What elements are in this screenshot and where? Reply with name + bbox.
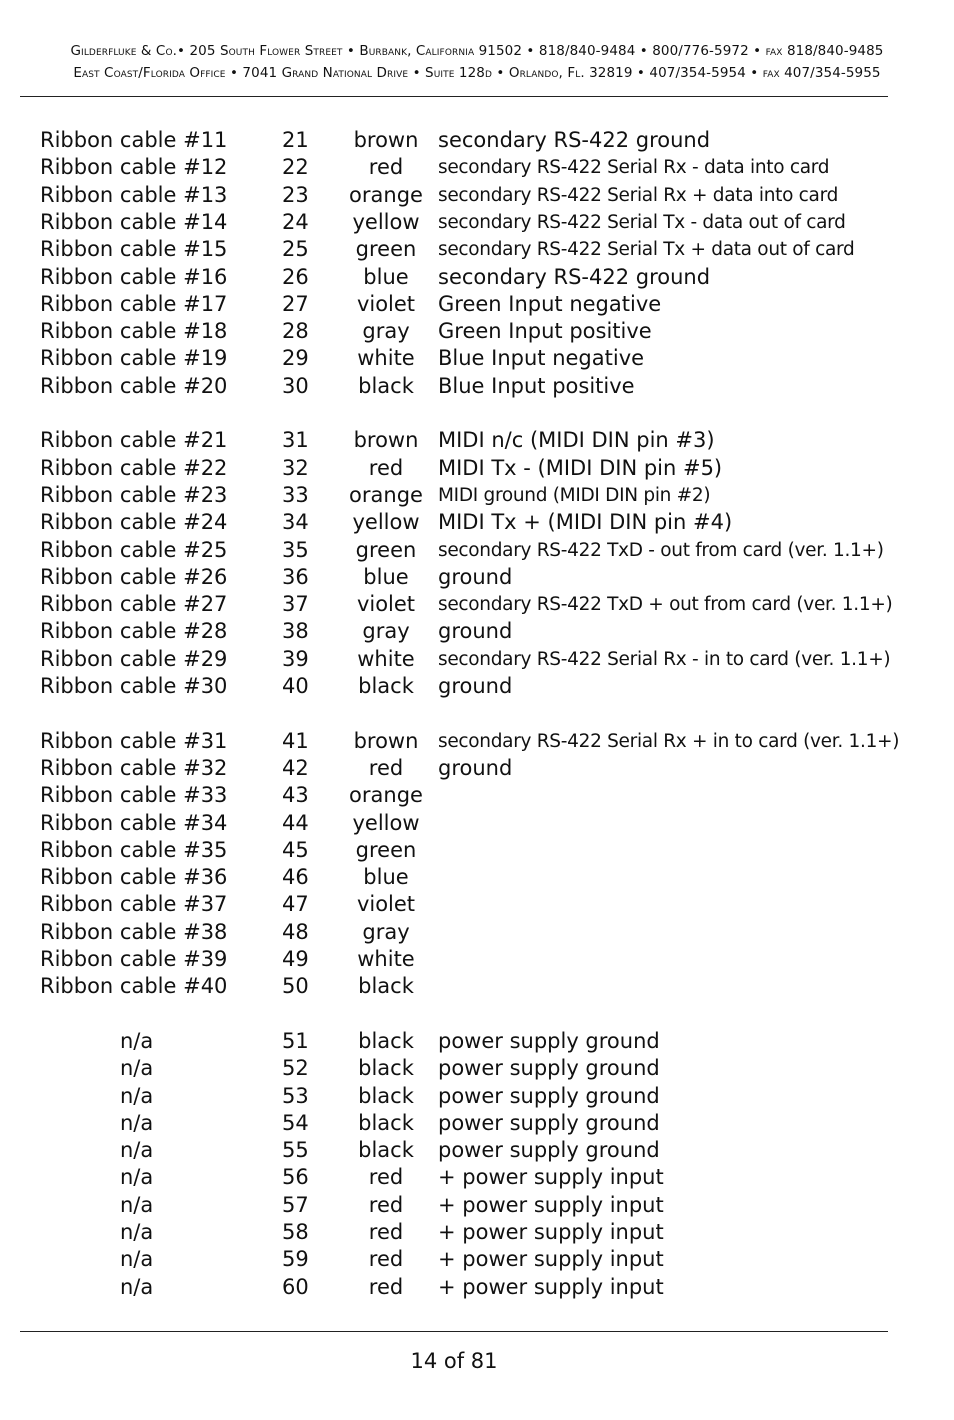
- header-address-line-1: Gilderfluke & Co.• 205 South Flower Street • Burbank, California 91502 • 818/840-9484 • 800/776-5972 • fax 818/840-9485: [70, 43, 884, 59]
- signal-description-cell: secondary RS-422 TxD - out from card (ver. 1.1+): [438, 539, 884, 561]
- table-row: [0, 1274, 954, 1301]
- pin-number-cell: 22: [282, 155, 309, 180]
- signal-description-cell: MIDI n/c (MIDI DIN pin #3): [438, 428, 715, 453]
- cable-name-cell: Ribbon cable #21: [40, 428, 228, 453]
- signal-description-cell: secondary RS-422 Serial Rx - data into card: [438, 157, 830, 179]
- wire-color-cell: black: [358, 1083, 414, 1108]
- cable-name-cell: Ribbon cable #31: [40, 728, 228, 753]
- table-row: [0, 537, 954, 564]
- table-row: [0, 1246, 954, 1273]
- signal-description-cell: secondary RS-422 Serial Tx - data out of card: [438, 211, 846, 233]
- pin-number-cell: 27: [282, 291, 309, 316]
- cable-name-cell: Ribbon cable #36: [40, 865, 228, 890]
- cable-name-cell: n/a: [120, 1028, 154, 1053]
- signal-description-cell: MIDI Tx + (MIDI DIN pin #4): [438, 510, 733, 535]
- signal-description-cell: Green Input positive: [438, 319, 652, 344]
- wire-color-cell: green: [355, 237, 417, 262]
- pin-number-cell: 37: [282, 592, 309, 617]
- table-row: [0, 291, 954, 318]
- wire-color-cell: black: [358, 674, 414, 698]
- wire-color-cell: black: [358, 1138, 414, 1163]
- wire-color-cell: violet: [356, 892, 416, 917]
- cable-name-cell: Ribbon cable #13: [40, 182, 228, 207]
- cable-name-cell: n/a: [120, 1083, 154, 1108]
- signal-description-cell: ground: [438, 755, 513, 780]
- pin-number-cell: 32: [282, 455, 309, 480]
- table-row: [0, 810, 954, 837]
- signal-description-cell: secondary RS-422 TxD + out from card (ver. 1.1+): [438, 594, 893, 616]
- signal-description-cell: + power supply input: [438, 1220, 664, 1244]
- cable-name-cell: Ribbon cable #38: [40, 919, 228, 944]
- wire-color-cell: red: [368, 155, 404, 180]
- cable-name-cell: n/a: [120, 1274, 154, 1299]
- pin-number-cell: 46: [282, 865, 309, 890]
- cable-name-cell: Ribbon cable #27: [40, 592, 228, 617]
- header-address-line-2: East Coast/Florida Office • 7041 Grand National Drive • Suite 128d • Orlando, Fl. 32819 • 407/354-5954 • fax 407/354-5955: [73, 65, 881, 81]
- pin-number-cell: 55: [282, 1138, 309, 1163]
- table-row: [0, 318, 954, 345]
- signal-description-cell: power supply ground: [438, 1056, 660, 1081]
- pin-number-cell: 51: [282, 1028, 309, 1053]
- cable-name-cell: n/a: [120, 1192, 154, 1217]
- wire-color-cell: orange: [349, 783, 423, 808]
- wire-color-cell: orange: [349, 482, 423, 507]
- wire-color-cell: red: [368, 455, 404, 480]
- signal-description-cell: Blue Input negative: [438, 346, 645, 371]
- cable-name-cell: Ribbon cable #16: [40, 264, 228, 289]
- signal-description-cell: power supply ground: [438, 1083, 660, 1108]
- table-row: [0, 127, 954, 154]
- cable-name-cell: Ribbon cable #28: [40, 619, 228, 644]
- cable-name-cell: Ribbon cable #26: [40, 564, 228, 589]
- cable-name-cell: Ribbon cable #32: [40, 755, 228, 780]
- signal-description-cell: power supply ground: [438, 1138, 660, 1163]
- cable-name-cell: Ribbon cable #39: [40, 947, 228, 971]
- pin-number-cell: 29: [282, 346, 309, 371]
- wire-color-cell: black: [358, 1110, 414, 1135]
- cable-name-cell: Ribbon cable #33: [40, 783, 228, 808]
- pin-number-cell: 60: [282, 1274, 309, 1299]
- header-divider: [20, 96, 888, 97]
- wire-color-cell: gray: [362, 319, 410, 344]
- page-number: 14 of 81: [410, 1349, 498, 1373]
- pin-number-cell: 58: [282, 1220, 309, 1244]
- pin-number-cell: 45: [282, 837, 309, 862]
- table-row: [0, 209, 954, 236]
- pin-number-cell: 34: [282, 510, 309, 535]
- wire-color-cell: blue: [363, 865, 409, 890]
- wire-color-cell: yellow: [352, 510, 420, 535]
- wire-color-cell: red: [368, 1274, 404, 1299]
- wire-color-cell: black: [358, 974, 414, 999]
- cable-name-cell: Ribbon cable #23: [40, 482, 228, 507]
- cable-name-cell: n/a: [120, 1138, 154, 1163]
- cable-name-cell: Ribbon cable #24: [40, 510, 228, 535]
- wire-color-cell: gray: [362, 619, 410, 644]
- cable-name-cell: Ribbon cable #37: [40, 892, 228, 917]
- table-row: [0, 782, 954, 809]
- signal-description-cell: secondary RS-422 Serial Rx + data into card: [438, 184, 839, 206]
- pin-number-cell: 47: [282, 892, 309, 917]
- table-row: [0, 1110, 954, 1137]
- pin-number-cell: 35: [282, 537, 309, 562]
- pin-number-cell: 33: [282, 482, 309, 507]
- signal-description-cell: + power supply input: [438, 1274, 664, 1299]
- wire-color-cell: red: [368, 1220, 404, 1244]
- cable-name-cell: Ribbon cable #29: [40, 646, 228, 671]
- footer-divider: [20, 1331, 888, 1332]
- wire-color-cell: blue: [363, 264, 409, 289]
- signal-description-cell: MIDI ground (MIDI DIN pin #2): [438, 484, 711, 506]
- cable-name-cell: Ribbon cable #19: [40, 346, 228, 371]
- cable-name-cell: Ribbon cable #25: [40, 537, 228, 562]
- table-row: [0, 919, 954, 946]
- wire-color-cell: green: [355, 837, 417, 862]
- wire-color-cell: brown: [353, 728, 419, 753]
- signal-description-cell: + power supply input: [438, 1192, 664, 1217]
- wire-color-cell: brown: [353, 128, 419, 152]
- table-row: [0, 755, 954, 782]
- table-row: [0, 264, 954, 291]
- wire-color-cell: brown: [353, 428, 419, 453]
- signal-description-cell: ground: [438, 674, 513, 698]
- table-row: [0, 1219, 954, 1246]
- signal-description-cell: secondary RS-422 Serial Tx + data out of card: [438, 239, 855, 261]
- pin-number-cell: 42: [282, 755, 309, 780]
- wire-color-cell: white: [357, 947, 415, 971]
- signal-description-cell: secondary RS-422 Serial Rx - in to card (ver. 1.1+): [438, 648, 891, 670]
- table-row: [0, 455, 954, 482]
- wire-color-cell: orange: [349, 182, 423, 207]
- table-row: [0, 182, 954, 209]
- pin-number-cell: 48: [282, 919, 309, 944]
- wire-color-cell: black: [358, 1028, 414, 1053]
- wire-color-cell: black: [358, 373, 414, 398]
- cable-name-cell: Ribbon cable #34: [40, 810, 228, 835]
- wire-color-cell: red: [368, 1165, 404, 1190]
- table-row: [0, 509, 954, 536]
- pin-number-cell: 21: [282, 128, 309, 152]
- signal-description-cell: ground: [438, 619, 513, 644]
- table-row: [0, 373, 954, 400]
- table-row: [0, 482, 954, 509]
- cable-name-cell: Ribbon cable #40: [40, 974, 228, 999]
- table-row: [0, 154, 954, 181]
- pin-number-cell: 53: [282, 1083, 309, 1108]
- cable-name-cell: Ribbon cable #22: [40, 455, 228, 480]
- table-row: [0, 236, 954, 263]
- pin-number-cell: 36: [282, 564, 309, 589]
- cable-name-cell: Ribbon cable #18: [40, 319, 228, 344]
- signal-description-cell: secondary RS-422 ground: [438, 128, 711, 152]
- pin-number-cell: 50: [282, 974, 309, 999]
- pin-number-cell: 56: [282, 1165, 309, 1190]
- table-row: [0, 673, 954, 700]
- cable-name-cell: n/a: [120, 1165, 154, 1190]
- signal-description-cell: ground: [438, 564, 513, 589]
- cable-name-cell: Ribbon cable #14: [40, 209, 228, 234]
- pin-number-cell: 43: [282, 783, 309, 808]
- cable-name-cell: Ribbon cable #12: [40, 155, 228, 180]
- pin-number-cell: 24: [282, 209, 309, 234]
- wire-color-cell: gray: [362, 919, 410, 944]
- pin-number-cell: 52: [282, 1056, 309, 1081]
- cable-name-cell: Ribbon cable #17: [40, 291, 228, 316]
- signal-description-cell: + power supply input: [438, 1247, 664, 1272]
- signal-description-cell: secondary RS-422 Serial Rx + in to card (ver. 1.1+): [438, 730, 900, 752]
- cable-name-cell: Ribbon cable #11: [40, 128, 228, 152]
- table-row: [0, 1055, 954, 1082]
- cable-name-cell: n/a: [120, 1056, 154, 1081]
- signal-description-cell: secondary RS-422 ground: [438, 264, 711, 289]
- pin-number-cell: 25: [282, 237, 309, 262]
- pin-number-cell: 44: [282, 810, 309, 835]
- pin-number-cell: 49: [282, 947, 309, 971]
- wire-color-cell: black: [358, 1056, 414, 1081]
- table-row: [0, 1137, 954, 1164]
- page-header: [0, 40, 954, 84]
- wire-color-cell: violet: [356, 291, 416, 316]
- pin-number-cell: 30: [282, 373, 309, 398]
- table-row: [0, 728, 954, 755]
- table-row: [0, 427, 954, 454]
- table-row: [0, 591, 954, 618]
- pin-number-cell: 59: [282, 1247, 309, 1272]
- pin-number-cell: 39: [282, 646, 309, 671]
- table-row: [0, 1164, 954, 1191]
- table-row: [0, 1192, 954, 1219]
- table-row: [0, 837, 954, 864]
- wire-color-cell: red: [368, 1192, 404, 1217]
- cable-name-cell: Ribbon cable #20: [40, 373, 228, 398]
- cable-name-cell: n/a: [120, 1110, 154, 1135]
- wire-color-cell: white: [357, 346, 415, 371]
- table-row: [0, 564, 954, 591]
- signal-description-cell: + power supply input: [438, 1165, 664, 1190]
- cable-name-cell: Ribbon cable #30: [40, 674, 228, 698]
- table-row: [0, 618, 954, 645]
- pin-number-cell: 54: [282, 1110, 309, 1135]
- signal-description-cell: MIDI Tx - (MIDI DIN pin #5): [438, 455, 723, 480]
- cable-name-cell: Ribbon cable #15: [40, 237, 228, 262]
- wire-color-cell: red: [368, 755, 404, 780]
- table-row: [0, 345, 954, 372]
- wire-color-cell: violet: [356, 592, 416, 617]
- pin-number-cell: 41: [282, 728, 309, 753]
- wire-color-cell: white: [357, 646, 415, 671]
- wire-color-cell: green: [355, 537, 417, 562]
- wire-color-cell: yellow: [352, 810, 420, 835]
- table-row: [0, 1083, 954, 1110]
- wire-color-cell: yellow: [352, 209, 420, 234]
- signal-description-cell: Blue Input positive: [438, 373, 635, 398]
- pin-number-cell: 38: [282, 619, 309, 644]
- signal-description-cell: power supply ground: [438, 1028, 660, 1053]
- pin-number-cell: 23: [282, 182, 309, 207]
- pin-number-cell: 57: [282, 1192, 309, 1217]
- cable-name-cell: n/a: [120, 1220, 154, 1244]
- pin-number-cell: 31: [282, 428, 309, 453]
- wire-color-cell: blue: [363, 564, 409, 589]
- cable-name-cell: n/a: [120, 1247, 154, 1272]
- cable-name-cell: Ribbon cable #35: [40, 837, 228, 862]
- table-row: [0, 646, 954, 673]
- table-row: [0, 1028, 954, 1055]
- wire-color-cell: red: [368, 1247, 404, 1272]
- pin-number-cell: 26: [282, 264, 309, 289]
- table-row: [0, 864, 954, 891]
- pin-number-cell: 28: [282, 319, 309, 344]
- signal-description-cell: Green Input negative: [438, 291, 662, 316]
- table-row: [0, 973, 954, 1000]
- table-row: [0, 946, 954, 973]
- table-row: [0, 891, 954, 918]
- pin-number-cell: 40: [282, 674, 309, 698]
- signal-description-cell: power supply ground: [438, 1110, 660, 1135]
